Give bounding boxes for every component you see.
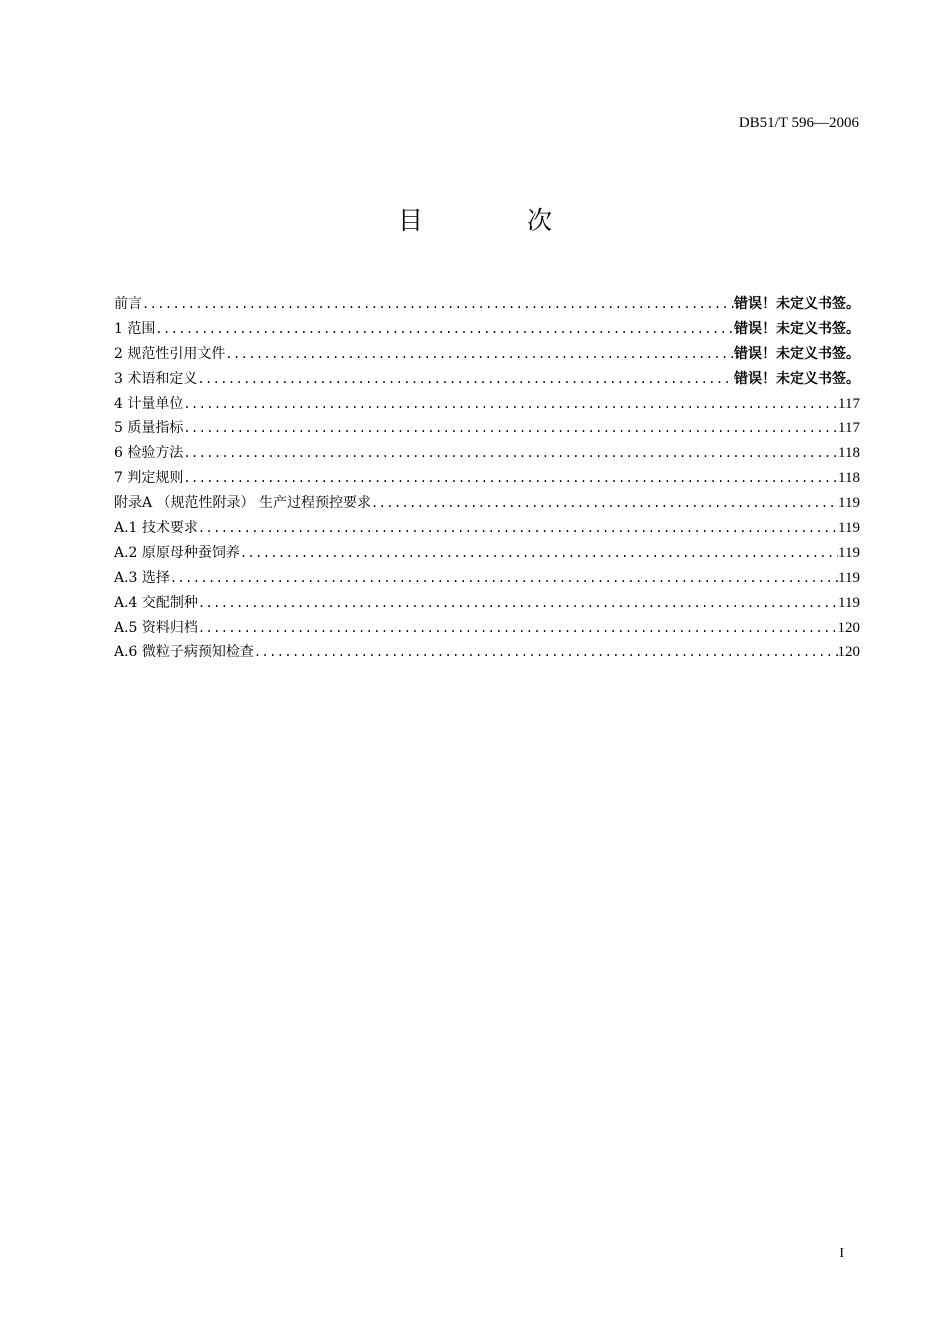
- toc-entry[interactable]: [114, 491, 860, 516]
- toc-leader-dots: [240, 541, 838, 566]
- toc-entry-label: 3 术语和定义: [114, 370, 198, 387]
- toc-entry-page: 错误！未定义书签。: [734, 320, 860, 337]
- table-of-contents: [114, 292, 860, 665]
- toc-entry[interactable]: [114, 616, 860, 641]
- toc-leader-dots: [197, 367, 734, 392]
- toc-entry[interactable]: [114, 367, 860, 392]
- toc-entry-label: 4 计量单位: [114, 395, 184, 412]
- toc-entry-page: 118: [838, 445, 860, 462]
- toc-entry-label: 7 判定规则: [114, 470, 184, 487]
- toc-entry-label: A.5 资料归档: [114, 619, 198, 636]
- toc-leader-dots: [142, 292, 734, 317]
- toc-entry-label: 附录A （规范性附录） 生产过程预控要求: [114, 495, 372, 512]
- toc-leader-dots: [254, 640, 838, 665]
- toc-title: 目 次: [398, 206, 600, 235]
- toc-entry[interactable]: [114, 317, 860, 342]
- toc-entry[interactable]: [114, 640, 860, 665]
- toc-entry[interactable]: [114, 516, 860, 541]
- toc-entry-page: 118: [838, 470, 860, 487]
- toc-entry-page: 120: [837, 619, 860, 636]
- toc-entry-label: A.1 技术要求: [114, 520, 198, 537]
- page-number: I: [839, 1246, 844, 1261]
- toc-entry-label: A.6 微粒子病预知检查: [114, 644, 254, 661]
- toc-entry-page: 错误！未定义书签。: [734, 296, 860, 312]
- toc-leader-dots: [170, 566, 838, 591]
- toc-entry-label: 前言: [114, 296, 142, 312]
- toc-entry-page: 119: [838, 594, 860, 611]
- toc-entry[interactable]: [114, 292, 860, 317]
- toc-entry-page: 117: [838, 420, 860, 437]
- toc-entry-page: 117: [838, 395, 860, 412]
- toc-entry[interactable]: [114, 342, 860, 367]
- toc-entry-label: 2 规范性引用文件: [114, 345, 226, 362]
- toc-entry[interactable]: [114, 541, 860, 566]
- toc-entry-page: 119: [838, 569, 860, 586]
- toc-entry-page: 119: [838, 495, 860, 512]
- toc-entry[interactable]: [114, 466, 860, 491]
- toc-entry-label: 6 检验方法: [114, 445, 184, 462]
- toc-entry-page: 119: [838, 544, 860, 561]
- toc-leader-dots: [155, 317, 734, 342]
- toc-entry-label: 1 范围: [114, 320, 156, 337]
- toc-entry[interactable]: [114, 591, 860, 616]
- toc-leader-dots: [198, 616, 838, 641]
- toc-entry-label: A.3 选择: [114, 569, 170, 586]
- toc-leader-dots: [183, 392, 838, 417]
- toc-entry[interactable]: [114, 392, 860, 417]
- toc-entry[interactable]: [114, 566, 860, 591]
- toc-leader-dots: [183, 466, 838, 491]
- toc-entry[interactable]: [114, 441, 860, 466]
- toc-entry-page: 119: [838, 520, 860, 537]
- toc-leader-dots: [198, 516, 838, 541]
- toc-entry-page: 错误！未定义书签。: [734, 345, 860, 362]
- toc-leader-dots: [183, 441, 838, 466]
- toc-leader-dots: [198, 591, 838, 616]
- document-code: DB51/T 596—2006: [738, 115, 859, 131]
- toc-entry-label: A.2 原原母种蚕饲养: [114, 544, 240, 561]
- toc-leader-dots: [371, 491, 838, 516]
- toc-entry-page: 120: [837, 644, 860, 661]
- toc-entry[interactable]: [114, 416, 860, 441]
- toc-entry-page: 错误！未定义书签。: [734, 370, 860, 387]
- toc-entry-label: 5 质量指标: [114, 420, 184, 437]
- toc-entry-label: A.4 交配制种: [114, 594, 198, 611]
- toc-leader-dots: [183, 416, 838, 441]
- toc-leader-dots: [225, 342, 734, 367]
